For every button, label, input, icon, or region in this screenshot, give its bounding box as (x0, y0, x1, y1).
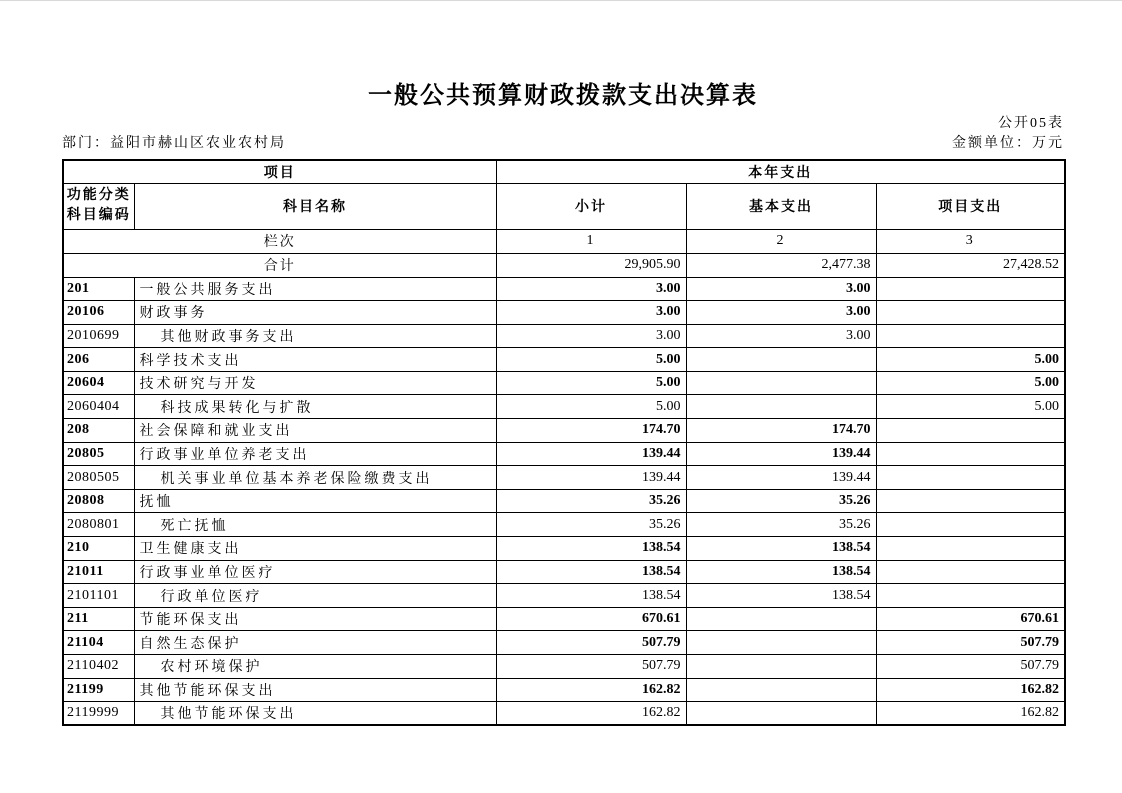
cell-subject-name: 机关事业单位基本养老保险缴费支出 (134, 466, 496, 490)
cell-subject-name: 行政事业单位医疗 (134, 560, 496, 584)
cell-subject-name: 科学技术支出 (134, 348, 496, 372)
cell-project-expenditure: 5.00 (876, 395, 1065, 419)
unit-label: 金额单位：万元 (952, 136, 1064, 151)
column-index-2: 2 (686, 229, 876, 253)
sheet-number-label: 公开05表 (998, 116, 1064, 131)
cell-subject-name: 社会保障和就业支出 (134, 419, 496, 443)
cell-basic-expenditure (686, 702, 876, 726)
table-row (63, 371, 1065, 395)
cell-subject-name: 行政事业单位养老支出 (134, 442, 496, 466)
column-index-3: 3 (876, 229, 1065, 253)
cell-subtotal: 5.00 (496, 371, 686, 395)
cell-subtotal: 138.54 (496, 537, 686, 561)
cell-subtotal: 507.79 (496, 655, 686, 679)
cell-subtotal: 138.54 (496, 584, 686, 608)
cell-function-code: 2119999 (63, 702, 134, 726)
cell-project-expenditure (876, 513, 1065, 537)
cell-project-expenditure (876, 324, 1065, 348)
table-row (63, 702, 1065, 726)
table-row (63, 395, 1065, 419)
column-index-label: 栏次 (63, 229, 496, 253)
table-row (63, 560, 1065, 584)
column-index-row (63, 229, 1065, 253)
cell-project-expenditure (876, 537, 1065, 561)
page-title: 一般公共预算财政拨款支出决算表 (368, 83, 758, 109)
cell-basic-expenditure: 139.44 (686, 442, 876, 466)
cell-project-expenditure (876, 466, 1065, 490)
total-row (63, 253, 1065, 277)
cell-subject-name: 行政单位医疗 (134, 584, 496, 608)
cell-subtotal: 138.54 (496, 560, 686, 584)
cell-project-expenditure (876, 584, 1065, 608)
cell-subject-name: 一般公共服务支出 (134, 277, 496, 301)
cell-project-expenditure: 162.82 (876, 678, 1065, 702)
cell-basic-expenditure: 138.54 (686, 537, 876, 561)
cell-project-expenditure (876, 419, 1065, 443)
table-body (63, 253, 1065, 725)
cell-project-expenditure: 5.00 (876, 348, 1065, 372)
total-subtotal: 29,905.90 (496, 253, 686, 277)
cell-function-code: 2101101 (63, 584, 134, 608)
header-project-expenditure: 项目支出 (876, 183, 1065, 229)
cell-function-code: 2010699 (63, 324, 134, 348)
cell-subject-name: 卫生健康支出 (134, 537, 496, 561)
table-row (63, 607, 1065, 631)
cell-subtotal: 3.00 (496, 324, 686, 348)
cell-subject-name: 节能环保支出 (134, 607, 496, 631)
cell-basic-expenditure: 174.70 (686, 419, 876, 443)
cell-basic-expenditure: 138.54 (686, 584, 876, 608)
cell-subtotal: 174.70 (496, 419, 686, 443)
cell-subtotal: 139.44 (496, 466, 686, 490)
cell-function-code: 2080801 (63, 513, 134, 537)
cell-subtotal: 3.00 (496, 301, 686, 325)
cell-subject-name: 科技成果转化与扩散 (134, 395, 496, 419)
total-label: 合计 (63, 253, 496, 277)
cell-subtotal: 139.44 (496, 442, 686, 466)
cell-project-expenditure (876, 442, 1065, 466)
cell-project-expenditure (876, 489, 1065, 513)
table-row (63, 584, 1065, 608)
cell-function-code: 20805 (63, 442, 134, 466)
cell-subject-name: 死亡抚恤 (134, 513, 496, 537)
total-basic: 2,477.38 (686, 253, 876, 277)
cell-project-expenditure (876, 277, 1065, 301)
cell-subject-name: 自然生态保护 (134, 631, 496, 655)
table-row (63, 655, 1065, 679)
header-basic-expenditure: 基本支出 (686, 183, 876, 229)
cell-basic-expenditure: 3.00 (686, 277, 876, 301)
cell-basic-expenditure (686, 678, 876, 702)
cell-subtotal: 5.00 (496, 348, 686, 372)
table-row (63, 466, 1065, 490)
cell-subject-name: 财政事务 (134, 301, 496, 325)
cell-basic-expenditure: 35.26 (686, 489, 876, 513)
table-row (63, 513, 1065, 537)
cell-function-code: 2060404 (63, 395, 134, 419)
cell-project-expenditure (876, 560, 1065, 584)
table-row (63, 489, 1065, 513)
cell-project-expenditure (876, 301, 1065, 325)
cell-function-code: 20808 (63, 489, 134, 513)
department-label: 部门：益阳市赫山区农业农村局 (62, 136, 286, 151)
header-subtotal: 小计 (496, 183, 686, 229)
header-group-row (63, 160, 1065, 183)
table-row (63, 301, 1065, 325)
cell-function-code: 208 (63, 419, 134, 443)
cell-basic-expenditure: 3.00 (686, 301, 876, 325)
cell-subtotal: 35.26 (496, 489, 686, 513)
cell-subtotal: 5.00 (496, 395, 686, 419)
cell-basic-expenditure: 139.44 (686, 466, 876, 490)
cell-subject-name: 其他节能环保支出 (134, 678, 496, 702)
expenditure-table (62, 159, 1066, 726)
cell-subtotal: 3.00 (496, 277, 686, 301)
cell-basic-expenditure (686, 607, 876, 631)
column-index-1: 1 (496, 229, 686, 253)
table-row (63, 324, 1065, 348)
cell-basic-expenditure (686, 631, 876, 655)
cell-function-code: 211 (63, 607, 134, 631)
table-row (63, 442, 1065, 466)
cell-function-code: 201 (63, 277, 134, 301)
cell-function-code: 2080505 (63, 466, 134, 490)
cell-subject-name: 抚恤 (134, 489, 496, 513)
cell-basic-expenditure: 3.00 (686, 324, 876, 348)
header-project-group: 项目 (63, 160, 496, 183)
header-function-code-line2: 科目编码 (66, 208, 131, 223)
document-content (62, 1, 1064, 726)
cell-basic-expenditure: 35.26 (686, 513, 876, 537)
cell-subtotal: 670.61 (496, 607, 686, 631)
header-function-code-line1: 功能分类 (66, 188, 131, 203)
table-row (63, 277, 1065, 301)
cell-basic-expenditure (686, 655, 876, 679)
cell-project-expenditure: 162.82 (876, 702, 1065, 726)
table-row (63, 537, 1065, 561)
header-subject-name: 科目名称 (134, 183, 496, 229)
cell-project-expenditure: 5.00 (876, 371, 1065, 395)
table-row (63, 419, 1065, 443)
cell-subject-name: 技术研究与开发 (134, 371, 496, 395)
cell-subtotal: 162.82 (496, 702, 686, 726)
total-project: 27,428.52 (876, 253, 1065, 277)
cell-basic-expenditure (686, 371, 876, 395)
cell-subtotal: 507.79 (496, 631, 686, 655)
cell-subject-name: 其他财政事务支出 (134, 324, 496, 348)
cell-subject-name: 其他节能环保支出 (134, 702, 496, 726)
meta-row (62, 135, 1064, 153)
cell-function-code: 20106 (63, 301, 134, 325)
cell-function-code: 20604 (63, 371, 134, 395)
table-row (63, 348, 1065, 372)
cell-function-code: 21199 (63, 678, 134, 702)
cell-subtotal: 162.82 (496, 678, 686, 702)
table-row (63, 631, 1065, 655)
cell-function-code: 21011 (63, 560, 134, 584)
cell-basic-expenditure (686, 395, 876, 419)
header-current-year-group: 本年支出 (496, 160, 1065, 183)
cell-function-code: 21104 (63, 631, 134, 655)
header-columns-row (63, 183, 1065, 229)
cell-function-code: 206 (63, 348, 134, 372)
cell-subtotal: 35.26 (496, 513, 686, 537)
cell-basic-expenditure (686, 348, 876, 372)
cell-project-expenditure: 507.79 (876, 655, 1065, 679)
cell-subject-name: 农村环境保护 (134, 655, 496, 679)
cell-basic-expenditure: 138.54 (686, 560, 876, 584)
cell-function-code: 210 (63, 537, 134, 561)
table-row (63, 678, 1065, 702)
cell-project-expenditure: 670.61 (876, 607, 1065, 631)
cell-project-expenditure: 507.79 (876, 631, 1065, 655)
header-function-code (63, 183, 134, 229)
cell-function-code: 2110402 (63, 655, 134, 679)
